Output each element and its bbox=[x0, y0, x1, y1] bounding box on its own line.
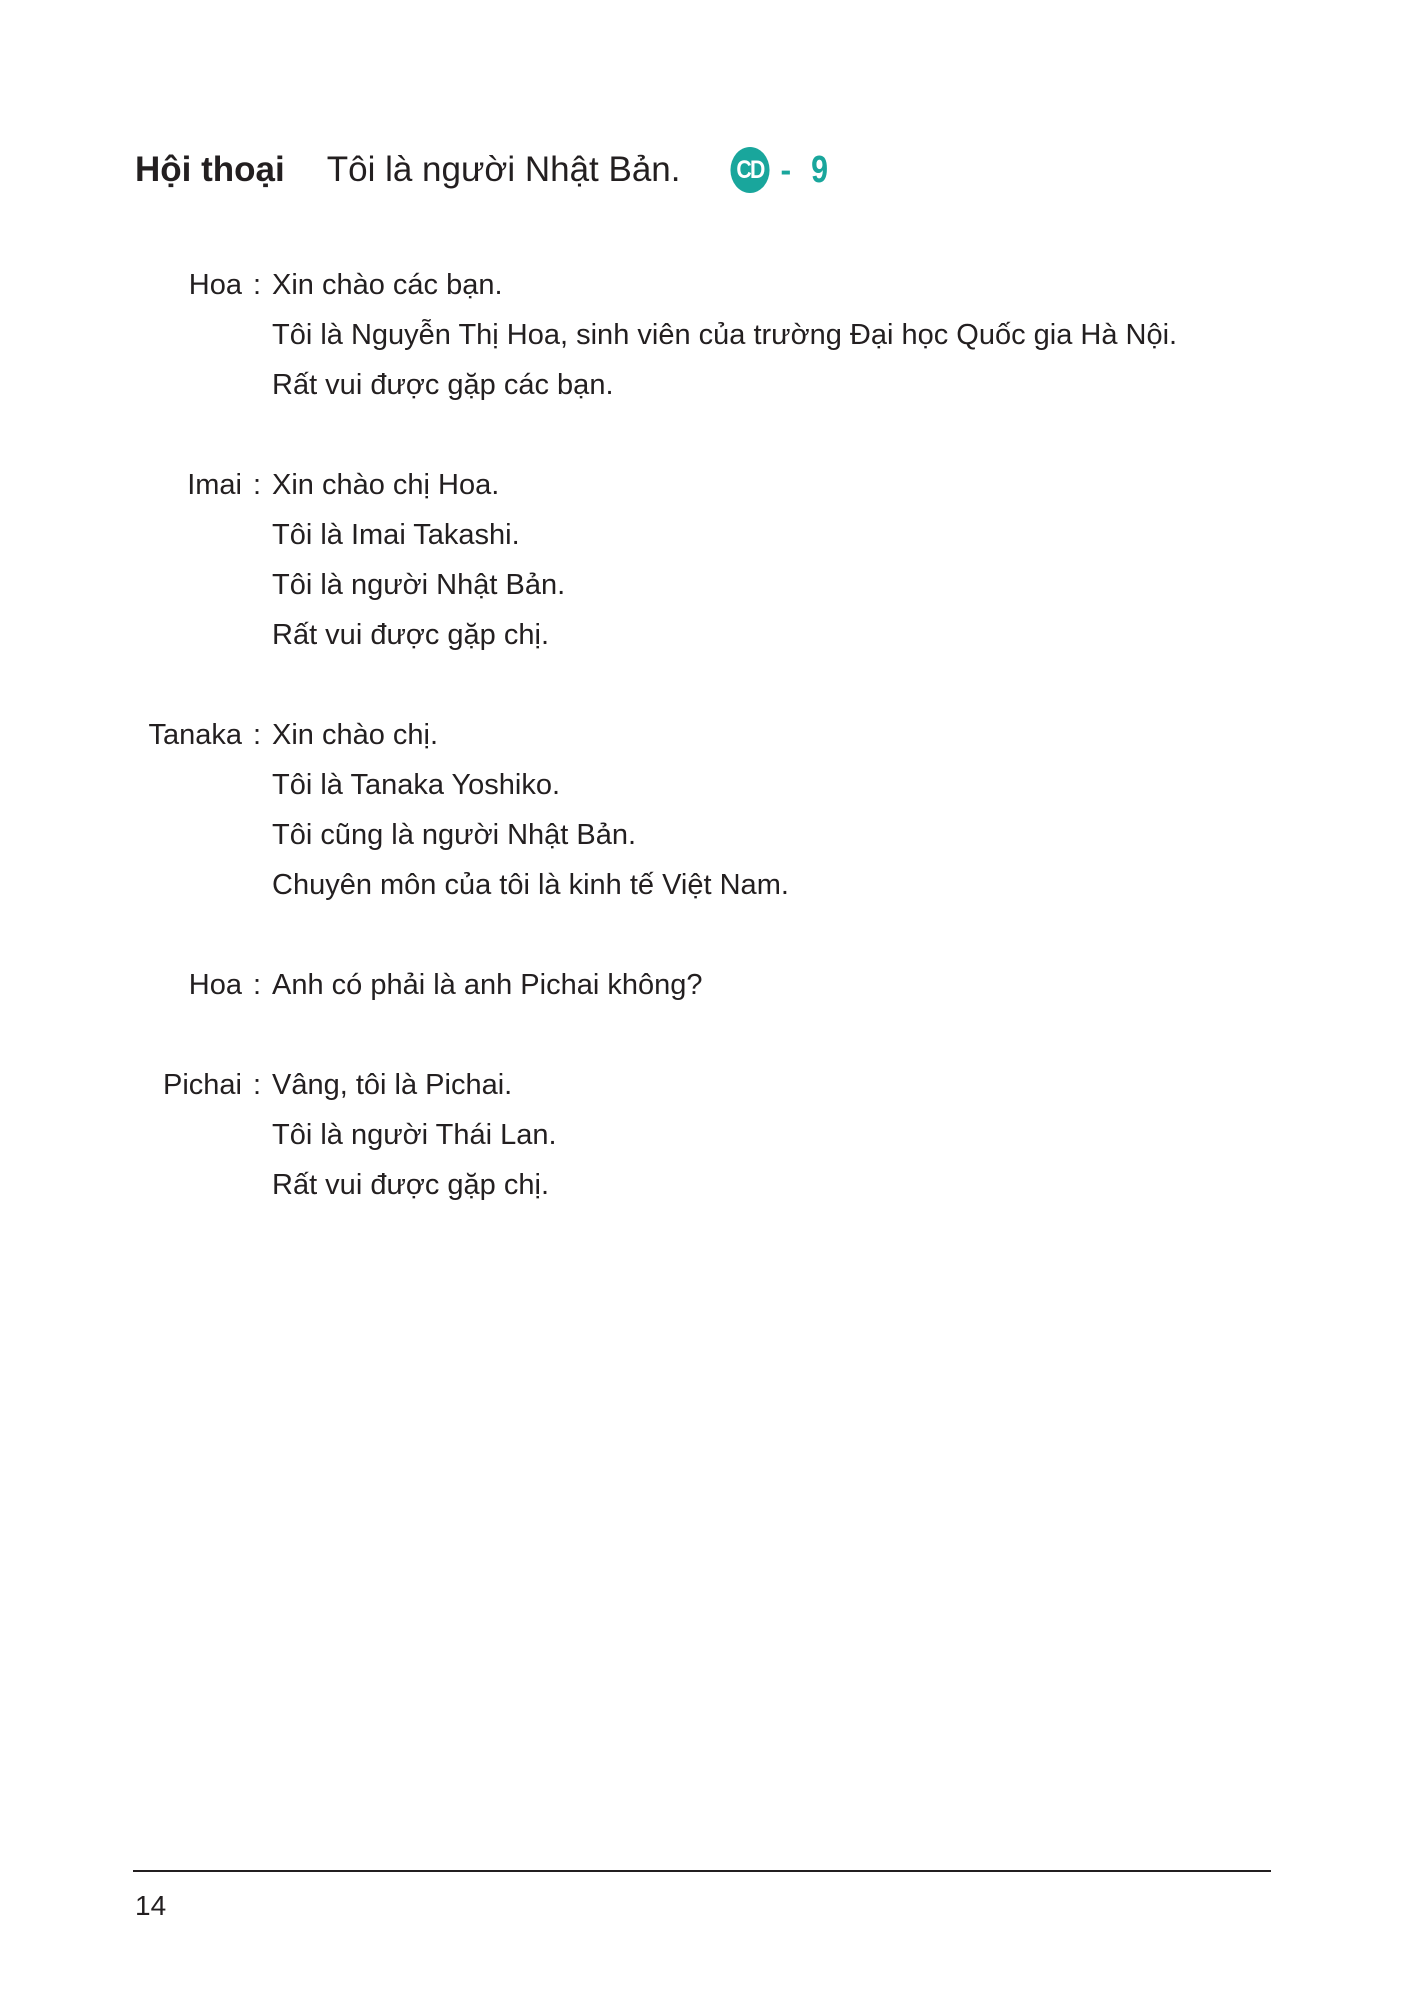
utterance-line: Xin chào chị Hoa. bbox=[272, 469, 500, 501]
utterance-line: Xin chào các bạn. bbox=[272, 269, 503, 301]
utterance-line: Tôi là người Nhật Bản. bbox=[272, 569, 566, 601]
section-title: Tôi là người Nhật Bản. bbox=[326, 150, 681, 189]
utterance-line: Rất vui được gặp các bạn. bbox=[272, 369, 614, 401]
dialogue-turn bbox=[0, 260, 1411, 410]
utterance-line: Vâng, tôi là Pichai. bbox=[272, 1069, 513, 1101]
utterance-line: Chuyên môn của tôi là kinh tế Việt Nam. bbox=[272, 869, 789, 901]
utterance-line: Rất vui được gặp chị. bbox=[272, 619, 550, 651]
utterance-line: Anh có phải là anh Pichai không? bbox=[272, 969, 703, 1001]
speaker-colon: : bbox=[252, 269, 262, 301]
dialogue-turn bbox=[0, 460, 1411, 660]
utterance-lines bbox=[272, 960, 702, 1010]
utterance-line: Tôi là Nguyễn Thị Hoa, sinh viên của trường Đại học Quốc gia Hà Nội. bbox=[272, 319, 1178, 351]
speaker-colon: : bbox=[252, 1069, 262, 1101]
speaker-colon: : bbox=[252, 469, 262, 501]
cd-icon: CD bbox=[730, 147, 769, 193]
dialogue-turn bbox=[0, 1060, 1411, 1210]
utterance-lines bbox=[272, 260, 1177, 410]
utterance-lines bbox=[272, 710, 789, 910]
utterance-lines bbox=[272, 460, 565, 660]
section-header bbox=[135, 145, 830, 195]
page-number: 14 bbox=[135, 1890, 167, 1921]
utterance-line: Tôi là người Thái Lan. bbox=[272, 1119, 557, 1151]
speaker-name: Hoa bbox=[188, 269, 242, 301]
cd-dash: - bbox=[780, 151, 792, 188]
footer-divider bbox=[133, 1870, 1271, 1872]
utterance-line: Rất vui được gặp chị. bbox=[272, 1169, 550, 1201]
speaker-colon: : bbox=[252, 719, 262, 751]
utterance-line: Tôi là Tanaka Yoshiko. bbox=[272, 769, 561, 801]
utterance-line: Xin chào chị. bbox=[272, 719, 439, 751]
cd-track-number: 9 bbox=[811, 148, 829, 191]
utterance-lines bbox=[272, 1060, 557, 1210]
speaker-name: Pichai bbox=[163, 1069, 242, 1101]
utterance-line: Tôi là Imai Takashi. bbox=[272, 519, 520, 551]
utterance-line: Tôi cũng là người Nhật Bản. bbox=[272, 819, 637, 851]
dialogue-turn bbox=[0, 710, 1411, 910]
speaker-colon: : bbox=[252, 969, 262, 1001]
cd-track-badge bbox=[727, 147, 831, 193]
section-label: Hội thoại bbox=[135, 150, 285, 189]
speaker-name: Tanaka bbox=[148, 719, 242, 751]
speaker-name: Hoa bbox=[188, 969, 242, 1001]
dialogue-turn bbox=[0, 960, 1411, 1010]
speaker-name: Imai bbox=[187, 469, 242, 501]
dialogue bbox=[0, 260, 1411, 1260]
